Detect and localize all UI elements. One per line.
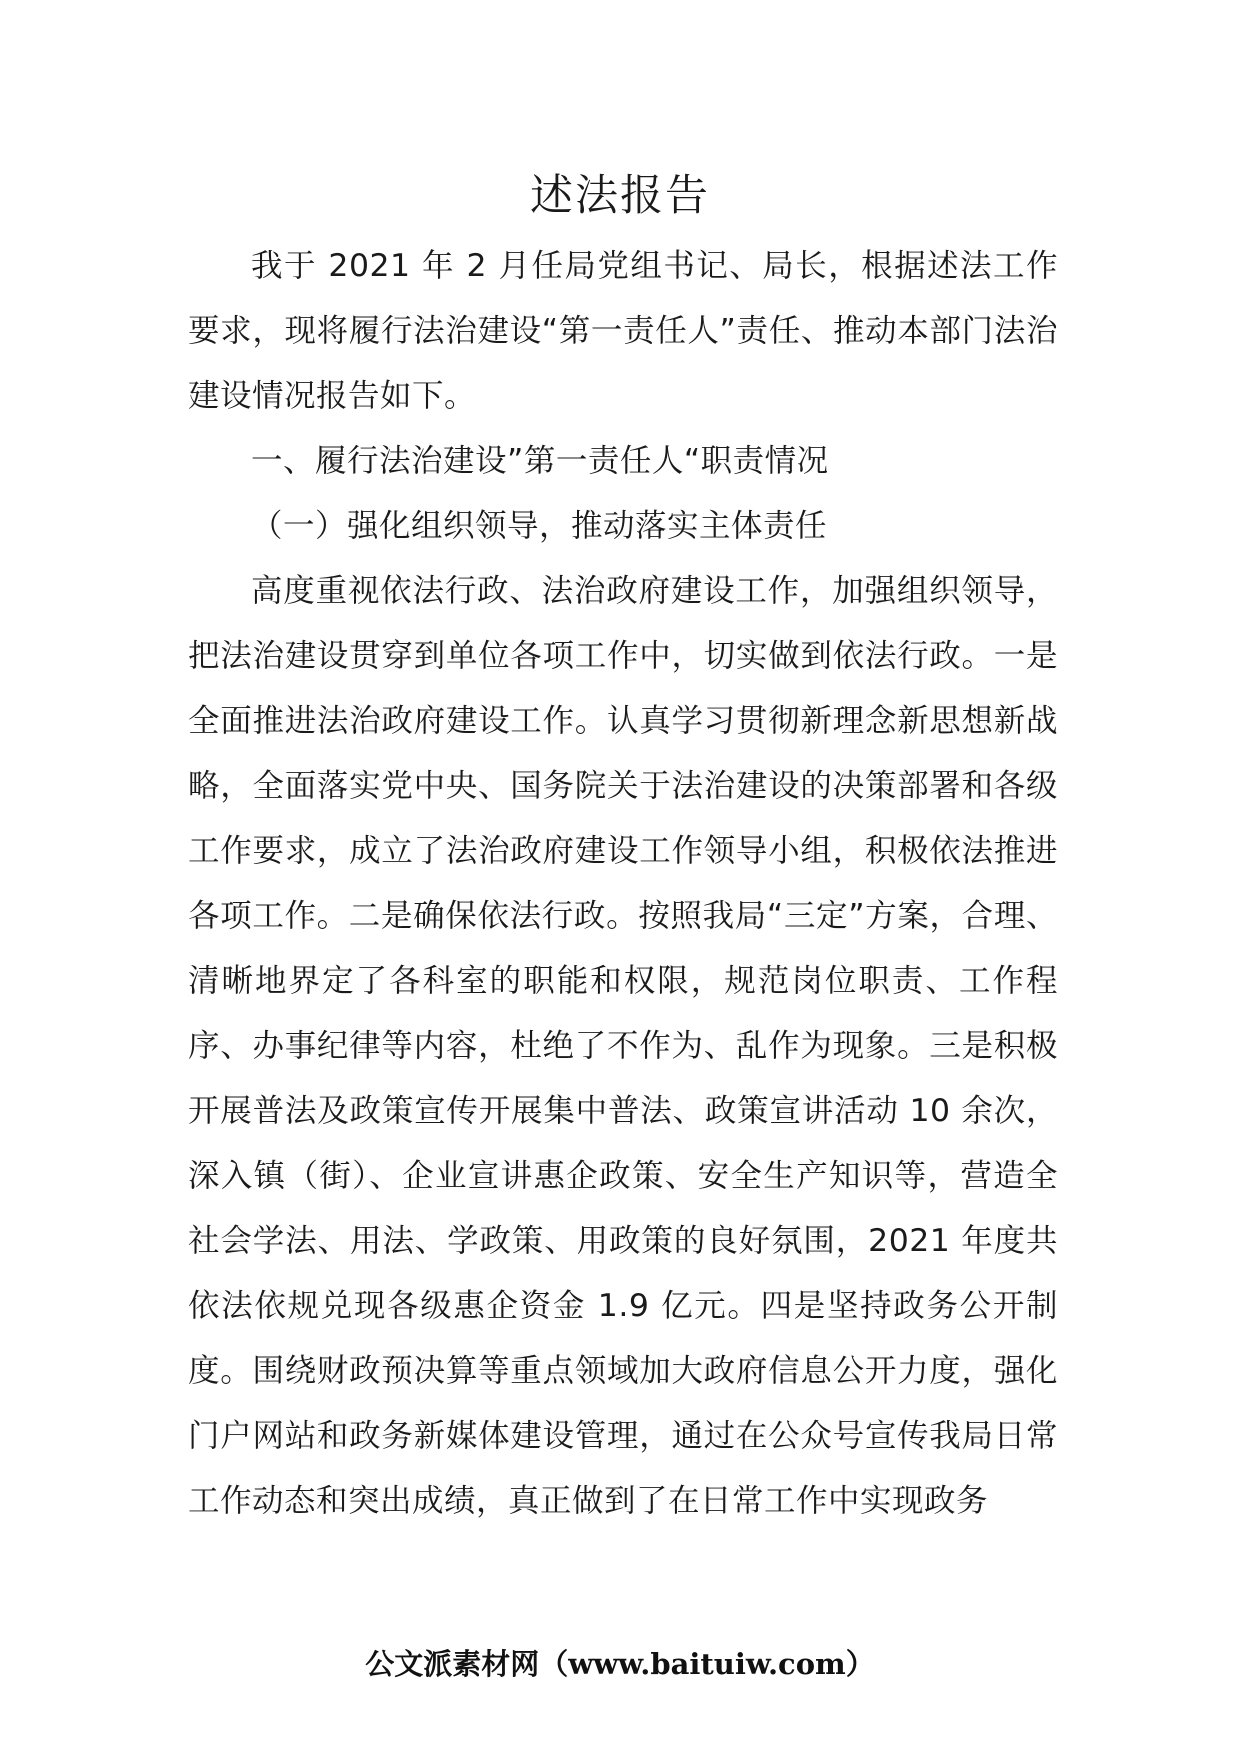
section-heading: 一、履行法治建设”第一责任人“职责情况: [251, 443, 829, 479]
intro-paragraph: 我于 2021 年 2 月任局党组书记、局长，根据述法工作要求，现将履行法治建设“第一责任人”责任、推动本部门法治建设情况报告如下。: [188, 248, 1058, 414]
document-body: [188, 234, 1058, 1534]
footer-watermark: 公文派素材网（www.baituiw.com）: [365, 1647, 875, 1681]
body-paragraph: 高度重视依法行政、法治政府建设工作，加强组织领导，把法治建设贯穿到单位各项工作中，切实做到依法行政。一是全面推进法治政府建设工作。认真学习贯彻新理念新思想新战略，全面落实党中央、国务院关于法治建设的决策部署和各级工作要求，成立了法治政府建设工作领导小组，积极依法推进各项工作。二是确保依法行政。按照我局“三定”方案，合理、清晰地界定了各科室的职能和权限，规范岗位职责、工作程序、办事纪律等内容，杜绝了不作为、乱作为现象。三是积极开展普法及政策宣传开展集中普法、政策宣讲活动 10 余次，深入镇（街）、企业宣讲惠企政策、安全生产知识等，营造全社会学法、用法、学政策、用政策的良好氛围，2021 年度共依法依规兑现各级惠企资金 1.9 亿元。四是坚持政务公开制度。围绕财政预决算等重点领域加大政府信息公开力度，强化门户网站和政务新媒体建设管理，通过在公众号宣传我局日常工作动态和突出成绩，真正做到了在日常工作中实现政务: [188, 573, 1058, 1519]
document-title: 述法报告: [530, 171, 710, 221]
subsection-heading: （一）强化组织领导，推动落实主体责任: [251, 508, 828, 544]
